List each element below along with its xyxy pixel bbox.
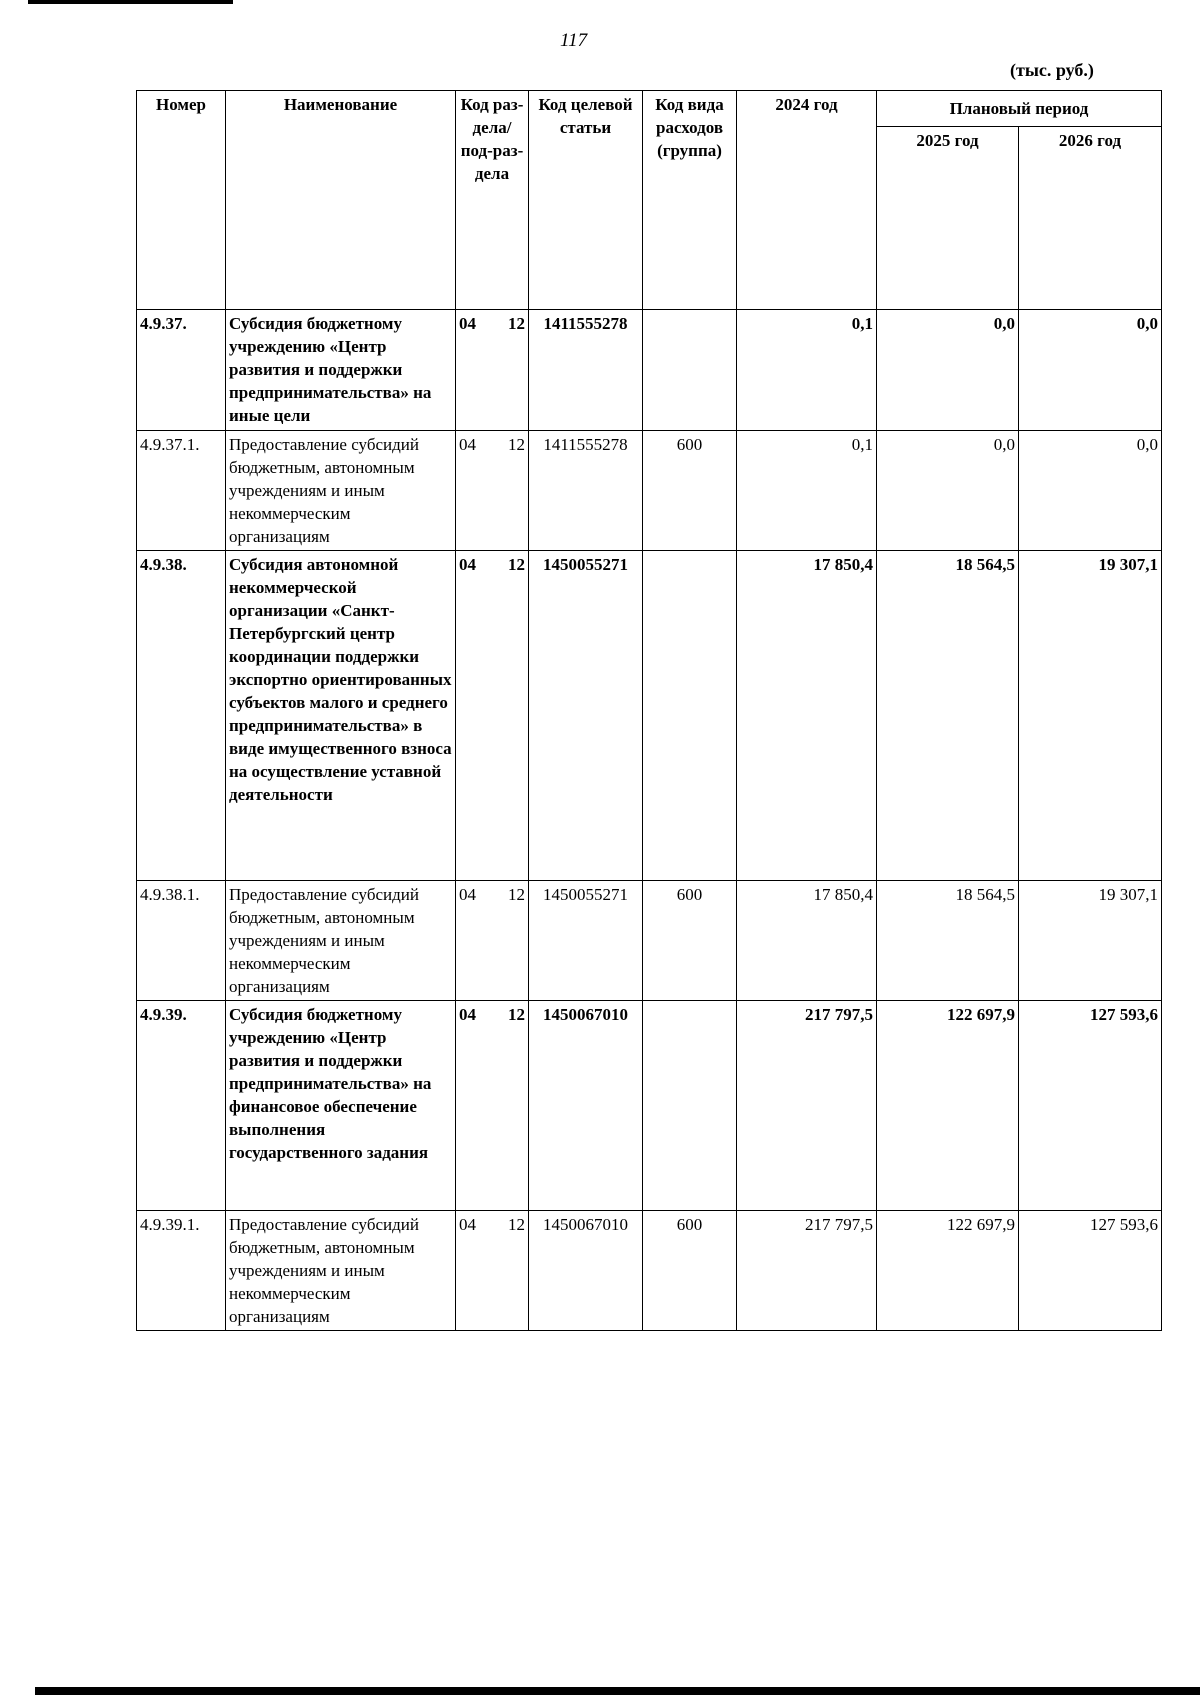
row-year-2024: 217 797,5 [737, 1211, 877, 1331]
row-expense-type: 600 [643, 881, 737, 1001]
row-year-2024: 17 850,4 [737, 881, 877, 1001]
row-name: Предоставление субсидий бюджетным, автономным учреждениям и иным некоммерческим организациям [226, 881, 456, 1001]
row-year-2024: 217 797,5 [737, 1001, 877, 1211]
row-number: 4.9.39.1. [137, 1211, 226, 1331]
subsection: 12 [508, 555, 525, 574]
row-target-code: 1450055271 [529, 551, 643, 881]
section: 04 [459, 1215, 476, 1234]
row-number: 4.9.38.1. [137, 881, 226, 1001]
row-section-code [456, 881, 529, 1001]
row-year-2026: 0,0 [1019, 310, 1162, 431]
row-year-2025: 18 564,5 [877, 881, 1019, 1001]
section: 04 [459, 435, 476, 454]
row-section-code [456, 551, 529, 881]
row-name: Предоставление субсидий бюджетным, автономным учреждениям и иным некоммерческим организациям [226, 1211, 456, 1331]
row-section-code [456, 1211, 529, 1331]
subsection: 12 [508, 1215, 525, 1234]
top-rule [28, 0, 233, 4]
subsection: 12 [508, 435, 525, 454]
row-year-2025: 0,0 [877, 310, 1019, 431]
row-expense-type [643, 1001, 737, 1211]
row-target-code: 1411555278 [529, 310, 643, 431]
row-expense-type [643, 310, 737, 431]
section: 04 [459, 1005, 476, 1024]
row-section-code [456, 1001, 529, 1211]
table-header [137, 91, 1162, 310]
subsection: 12 [508, 314, 525, 333]
table-row [137, 431, 1162, 551]
row-number: 4.9.37.1. [137, 431, 226, 551]
row-section-code [456, 431, 529, 551]
table-row [137, 881, 1162, 1001]
header-section-code: Код раз-дела/ под-раз-дела [456, 91, 529, 310]
table-row [137, 1001, 1162, 1211]
header-expense-type: Код вида расходов (группа) [643, 91, 737, 310]
row-target-code: 1450067010 [529, 1211, 643, 1331]
header-year-2025: 2025 год [877, 127, 1019, 310]
row-name: Субсидия автономной некоммерческой организации «Санкт-Петербургский центр координации поддержки экспортно ориентированных субъектов малого и среднего предпринимательства» в виде имущественного взноса на осуществление уставной деятельности [226, 551, 456, 881]
unit-label: (тыс. руб.) [1010, 60, 1094, 80]
row-expense-type [643, 551, 737, 881]
row-target-code: 1411555278 [529, 431, 643, 551]
table-body [137, 310, 1162, 1331]
section: 04 [459, 885, 476, 904]
row-year-2026: 127 593,6 [1019, 1211, 1162, 1331]
table-row [137, 551, 1162, 881]
row-expense-type: 600 [643, 1211, 737, 1331]
table-row [137, 1211, 1162, 1331]
header-target-code: Код целевой статьи [529, 91, 643, 310]
row-year-2026: 0,0 [1019, 431, 1162, 551]
subsection: 12 [508, 1005, 525, 1024]
row-year-2026: 127 593,6 [1019, 1001, 1162, 1211]
row-expense-type: 600 [643, 431, 737, 551]
bottom-rule [35, 1687, 1200, 1695]
row-year-2024: 0,1 [737, 431, 877, 551]
header-year-2026: 2026 год [1019, 127, 1162, 310]
row-number: 4.9.37. [137, 310, 226, 431]
header-planned-period: Плановый период [877, 91, 1162, 127]
row-name: Предоставление субсидий бюджетным, автономным учреждениям и иным некоммерческим организациям [226, 431, 456, 551]
row-year-2024: 0,1 [737, 310, 877, 431]
row-number: 4.9.39. [137, 1001, 226, 1211]
header-year-2024: 2024 год [737, 91, 877, 310]
row-number: 4.9.38. [137, 551, 226, 881]
header-name: Наименование [226, 91, 456, 310]
row-year-2026: 19 307,1 [1019, 881, 1162, 1001]
row-name: Субсидия бюджетному учреждению «Центр развития и поддержки предпринимательства» на иные цели [226, 310, 456, 431]
row-year-2025: 0,0 [877, 431, 1019, 551]
page-number: 117 [560, 30, 588, 51]
subsection: 12 [508, 885, 525, 904]
row-target-code: 1450055271 [529, 881, 643, 1001]
table-row [137, 310, 1162, 431]
row-year-2026: 19 307,1 [1019, 551, 1162, 881]
header-number: Номер [137, 91, 226, 310]
section: 04 [459, 555, 476, 574]
row-year-2025: 122 697,9 [877, 1211, 1019, 1331]
row-target-code: 1450067010 [529, 1001, 643, 1211]
row-name: Субсидия бюджетному учреждению «Центр развития и поддержки предпринимательства» на финансовое обеспечение выполнения государственного задания [226, 1001, 456, 1211]
section: 04 [459, 314, 476, 333]
row-year-2024: 17 850,4 [737, 551, 877, 881]
row-year-2025: 18 564,5 [877, 551, 1019, 881]
row-section-code [456, 310, 529, 431]
row-year-2025: 122 697,9 [877, 1001, 1019, 1211]
budget-table [136, 90, 1162, 1331]
